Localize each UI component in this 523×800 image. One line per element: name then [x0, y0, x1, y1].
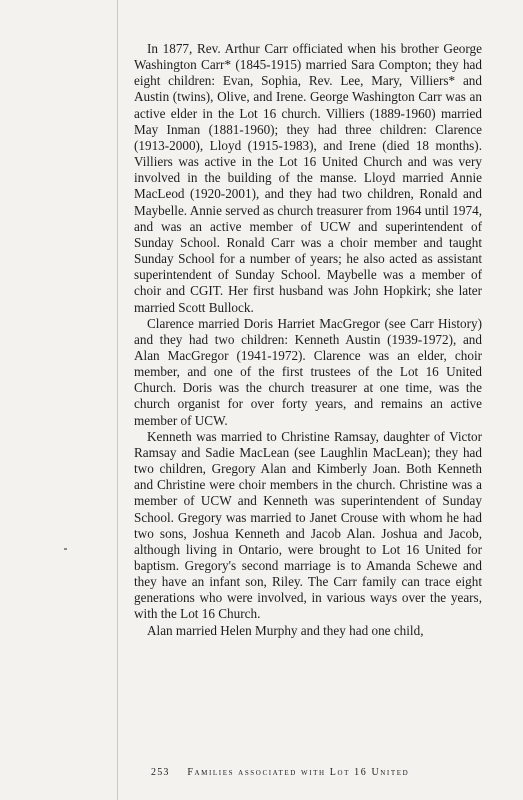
paragraph-2: Clarence married Doris Harriet MacGregor (see Carr History) and they had two children: Kenneth Austin (1939-1972), and Alan MacGregor (1941-1972). Clarence was an elder, choir member, and one of the first trustees of the Lot 16 United Church. Doris was the church treasurer at one time, was the church organist for over forty years, and remains an active member of UCW. [134, 315, 482, 428]
scan-mark [64, 548, 67, 550]
body-text [134, 41, 482, 639]
running-title: Families associated with Lot 16 United [187, 767, 410, 778]
paragraph-3: Kenneth was married to Christine Ramsay, daughter of Victor Ramsay and Sadie MacLean (see Laughlin MacLean); they had two children, Gregory Alan and Kimberly Joan. Both Kenneth and Christine were choir members in the church. Christine was a member of UCW and Kenneth was superintendent of Sunday School. Gregory was married to Janet Crouse with whom he had two sons, Joshua Kenneth and Jacob Alan. Joshua and Jacob, although living in Ontario, were brought to Lot 16 United for baptism. Gregory's second marriage is to Amanda Schewe and they have an infant son, Riley. The Carr family can trace eight generations who were involved, in various ways over the years, with the Lot 16 Church. [134, 428, 482, 622]
paragraph-4: Alan married Helen Murphy and they had one child, [147, 622, 424, 638]
page-footer [151, 767, 409, 778]
paragraph-1: In 1877, Rev. Arthur Carr officiated when his brother George Washington Carr* (1845-1915) married Sara Compton; they had eight children: Evan, Sophia, Rev. Lee, Mary, Villiers* and Austin (twins), Olive, and Irene. George Washington Carr was an active elder in the Lot 16 church. Villiers (1889-1960) married May Inman (1881-1960); they had three children: Clarence (1913-2000), Lloyd (1915-1983), and Irene (died 18 months). Villiers was active in the Lot 16 United Church and was very involved in the building of the manse. Lloyd married Annie MacLeod (1920-2001), and they had two children, Ronald and Maybelle. Annie served as church treasurer from 1964 until 1974, and was an active member of UCW and superintendent of Sunday School. Ronald Carr was a choir member and taught Sunday School for a number of years; he also acted as assistant superintendent of Sunday School. Maybelle was a member of choir and CGIT. Her first husband was John Hopkirk; she later married Scott Bullock. [134, 41, 482, 315]
page-gutter-line [117, 0, 118, 800]
page-number: 253 [151, 767, 170, 778]
